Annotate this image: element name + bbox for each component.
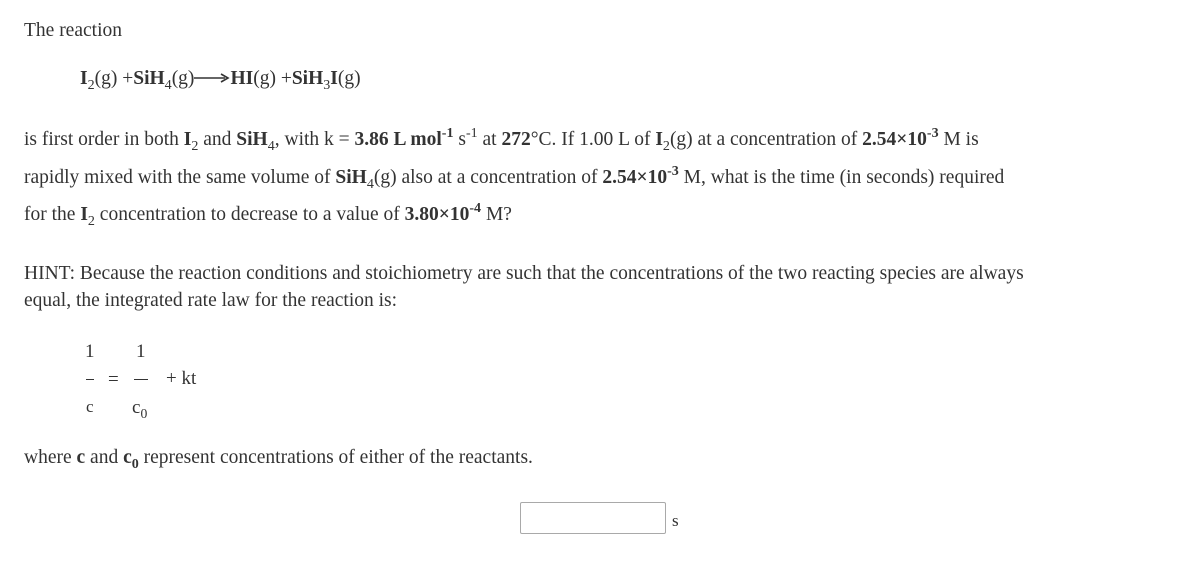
conc-exponent: -3 xyxy=(667,163,679,180)
answer-input[interactable] xyxy=(520,502,666,534)
text: concentration to decrease to a value of xyxy=(94,204,405,225)
sih4-symbol: SiH xyxy=(236,129,268,150)
concentration-value xyxy=(862,125,939,150)
eq-product2a: SiH xyxy=(291,68,324,89)
c-symbol: c xyxy=(123,447,132,468)
eq-reactant2-phase: (g) xyxy=(171,68,195,89)
text: rapidly mixed with the same volume of xyxy=(24,167,336,188)
text: and xyxy=(198,129,237,150)
conc-mantissa: 2.54×10 xyxy=(602,167,668,188)
eq-reactant2-sub: 4 xyxy=(164,76,172,93)
rate-law-plus-kt: + kt xyxy=(166,368,197,389)
rate-law-numerator-1: 1 xyxy=(85,341,95,362)
c0-symbol xyxy=(123,447,139,472)
question-line-1 xyxy=(24,125,979,154)
eq-product2b: I xyxy=(330,68,338,89)
c-symbol: c xyxy=(76,447,86,468)
eq-product1-phase: (g) + xyxy=(253,68,292,89)
target-concentration xyxy=(404,200,482,225)
text: where xyxy=(24,447,77,468)
text: M, what is the time (in seconds) required xyxy=(678,167,1005,188)
text: , with k = xyxy=(274,129,355,150)
text: M? xyxy=(481,204,512,225)
reaction-equation xyxy=(80,68,361,93)
where-statement xyxy=(24,447,533,472)
rate-law-denominator-1: c xyxy=(86,397,94,416)
eq-product1: HI xyxy=(230,68,254,89)
rate-law-denominator-2 xyxy=(132,397,147,419)
eq-reactant2: SiH xyxy=(133,68,165,89)
text: (g) also at a concentration of xyxy=(373,167,603,188)
eq-product2-phase: (g) xyxy=(337,68,361,89)
question-line-2 xyxy=(24,163,1005,192)
conc-exponent: -3 xyxy=(926,125,939,142)
rate-law-equals: = xyxy=(108,369,119,390)
subscript: 2 xyxy=(191,137,199,154)
i2-symbol: I xyxy=(655,129,663,150)
subscript: 4 xyxy=(366,175,374,192)
k-value: 3.86 L mol xyxy=(354,129,442,150)
text: (g) at a concentration of xyxy=(669,129,863,150)
text: s xyxy=(453,129,466,150)
subscript: 4 xyxy=(267,137,275,154)
conc-exponent: -4 xyxy=(469,200,482,217)
sih4-symbol: SiH xyxy=(335,167,367,188)
text: is first order in both xyxy=(24,129,184,150)
subscript: 0 xyxy=(140,405,148,421)
i2-symbol: I xyxy=(80,204,88,225)
k-exponent: -1 xyxy=(441,125,454,142)
hint-line-1: HINT: Because the reaction conditions and stoichiometry are such that the concentrations of the two reacting species are always xyxy=(24,263,1024,284)
hint-line-2: equal, the integrated rate law for the reaction is: xyxy=(24,290,398,311)
fraction-bar xyxy=(134,379,148,380)
c-symbol: c xyxy=(132,397,141,418)
fraction-bar xyxy=(86,379,94,380)
reaction-arrow-icon xyxy=(194,71,230,85)
text: and xyxy=(85,447,124,468)
conc-mantissa: 2.54×10 xyxy=(862,129,927,150)
subscript: 2 xyxy=(662,137,670,154)
temperature-value: 272 xyxy=(501,129,531,150)
text: for the xyxy=(24,204,81,225)
subscript: 0 xyxy=(131,455,139,472)
text: represent concentrations of either of the reactants. xyxy=(138,447,533,468)
concentration-value xyxy=(602,163,679,188)
rate-law-numerator-2: 1 xyxy=(136,341,146,362)
text: °C. If 1.00 L of xyxy=(530,129,656,150)
eq-reactant1: I xyxy=(80,68,88,89)
eq-reactant1-phase: (g) + xyxy=(94,68,134,89)
i2-symbol: I xyxy=(183,129,192,150)
question-line-3 xyxy=(24,200,512,229)
eq-reactant1-sub: 2 xyxy=(87,76,95,93)
text: M is xyxy=(938,129,979,150)
conc-mantissa: 3.80×10 xyxy=(404,204,470,225)
answer-unit: s xyxy=(672,511,679,530)
eq-product2-sub: 3 xyxy=(323,76,331,93)
rate-constant-value xyxy=(354,125,454,150)
intro-text: The reaction xyxy=(24,20,122,41)
subscript: 2 xyxy=(87,212,95,229)
text: at xyxy=(477,129,502,150)
k-exponent: -1 xyxy=(465,125,478,142)
